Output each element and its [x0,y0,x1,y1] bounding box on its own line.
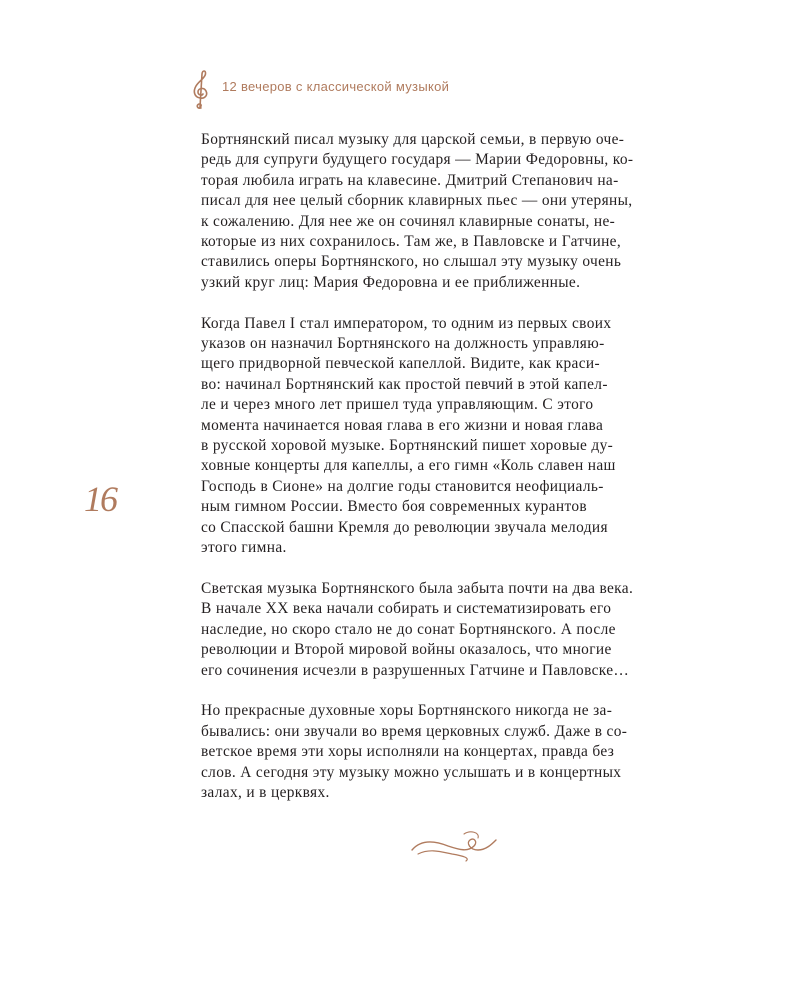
page-number: 16 [84,479,116,519]
paragraph: Бортнянский писал музыку для царской семьи, в первую оче- редь для супруги будущего государя — Марии Федоровны, ко- торая любила играть на клавесине. Дмитрий Степанович на- писал для нее целый сборник клавирных пьес — они утеряны, к сожалению. Для нее же он сочинял клавирные сонаты, не- которые из них сохранилось. Там же, в Павловске и Гатчине, ставились оперы Бортнянского, но слышал эту музыку очень узкий круг лиц: Мария Федоровна и ее приближенные. [201,131,634,291]
paragraph: Но прекрасные духовные хоры Бортнянского никогда не за- бывались: они звучали во время церковных служб. Даже в со- ветское время эти хоры исполняли на концертах, правда без слов. А сегодня эту музыку можно услышать и в концертных залах, и в церквях. [201,702,628,801]
book-title: 12 вечеров с классической музыкой [222,78,450,94]
running-header [188,68,449,112]
paragraph: Когда Павел I стал императором, то одним из первых своих указов он назначил Бортнянского на должность управляю- щего придворной певческой капеллой. Видите, как краси- во: начинал Бортнянский как простой певчий в этой капел- ле и через много лет пришел туда управляющим. С этого момента начинается новая глава в его жизни и новая глава в русской хоровой музыке. Бортнянский пишет хоровые ду- ховные концерты для капеллы, а его гимн «Коль славен наш Господь в Сионе» на долгие годы становится неофициаль- ным гимном России. Вместо боя современных курантов со Спасской башни Кремля до революции звучала мелодия этого гимна. [201,314,616,557]
paragraph: Светская музыка Бортнянского была забыта почти на два века. В начале XX века начали собирать и систематизировать его наследие, но скоро стало не до сонат Бортнянского. А после революции и Второй мировой войны оказалось, что многие его сочинения исчезли в разрушенных Гатчине и Павловске… [201,579,634,679]
body-text [201,130,707,824]
flourish-ornament-icon [408,828,500,862]
treble-clef-icon [188,68,214,112]
